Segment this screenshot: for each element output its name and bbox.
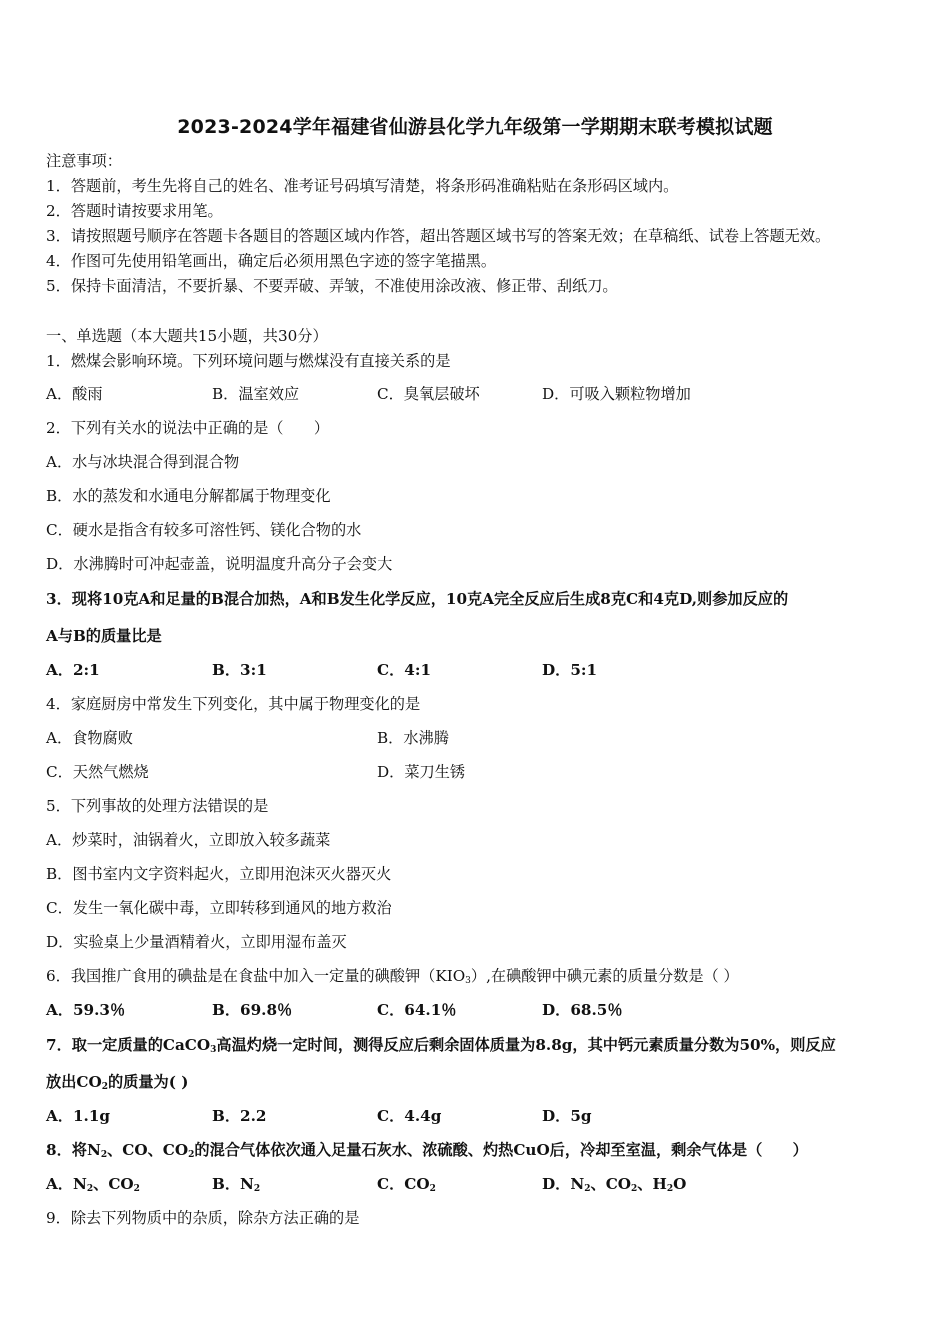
q8-stem-part-3: 的混合气体依次通入足量石灰水、浓硫酸、灼热CuO后，冷却至室温，剩余气体是（ ）	[194, 1141, 808, 1159]
q8-option-b	[212, 1174, 260, 1194]
q8-c-sub: 2	[429, 1184, 436, 1194]
q7-stem2-part-2: 的质量为( )	[107, 1073, 189, 1091]
q8-b-sub: 2	[253, 1184, 261, 1194]
question-3-stem-line1: 3．现将10克A和足量的B混合加热，A和B发生化学反应，10克A完全反应后生成8克C和4克D,则参加反应的	[46, 590, 789, 608]
q8-option-d	[542, 1174, 686, 1194]
q8-c-part-1: C．CO	[377, 1175, 430, 1193]
q1-option-d: D．可吸入颗粒物增加	[542, 385, 691, 403]
q8-stem-part-2: 、CO、CO	[107, 1141, 189, 1159]
q3-option-d: D．5:1	[542, 661, 598, 679]
section-heading: 一、单选题（本大题共15小题，共30分）	[46, 327, 328, 345]
page-title: 2023-2024学年福建省仙游县化学九年级第一学期期末联考模拟试题	[177, 116, 773, 138]
note-item-2: 2．答题时请按要求用笔。	[46, 202, 223, 220]
q2-option-c: C．硬水是指含有较多可溶性钙、镁化合物的水	[46, 521, 362, 539]
q7-stem1-part-1: 7．取一定质量的CaCO	[46, 1036, 211, 1054]
q8-b-part-1: B．N	[212, 1175, 254, 1193]
question-4-stem: 4．家庭厨房中常发生下列变化，其中属于物理变化的是	[46, 695, 421, 713]
q8-sub-2: 2	[188, 1150, 195, 1160]
question-8-stem	[46, 1140, 808, 1160]
q2-option-b: B．水的蒸发和水通电分解都属于物理变化	[46, 487, 331, 505]
q4-option-d: D．菜刀生锈	[377, 763, 466, 781]
q6-option-c: C．64.1％	[377, 1001, 457, 1019]
q8-d-part-2: 、CO	[590, 1175, 632, 1193]
q6-option-d: D．68.5％	[542, 1001, 623, 1019]
question-1-stem: 1．燃煤会影响环境。下列环境问题与燃煤没有直接关系的是	[46, 352, 451, 370]
q5-option-d: D．实验桌上少量酒精着火，立即用湿布盖灭	[46, 933, 347, 951]
q3-option-c: C．4:1	[377, 661, 432, 679]
q8-a-part-2: 、CO	[93, 1175, 134, 1193]
question-6-stem	[46, 966, 739, 986]
q8-option-c	[377, 1174, 436, 1194]
q2-option-d: D．水沸腾时可冲起壶盖，说明温度升高分子会变大	[46, 555, 393, 573]
q8-a-sub-2: 2	[133, 1184, 140, 1194]
q8-sub-1: 2	[100, 1150, 108, 1160]
q1-option-a: A．酸雨	[46, 385, 103, 403]
q8-d-part-1: D．N	[542, 1175, 585, 1193]
q7-option-d: D．5g	[542, 1107, 592, 1125]
q5-option-a: A．炒菜时，油锅着火，立即放入较多蔬菜	[46, 831, 331, 849]
question-7-stem-line1	[46, 1035, 836, 1055]
question-7-stem-line2	[46, 1072, 188, 1092]
q6-stem-part-1: 6．我国推广食用的碘盐是在食盐中加入一定量的碘酸钾（KIO	[46, 967, 466, 985]
q3-option-a: A．2:1	[46, 661, 100, 679]
question-2-stem: 2．下列有关水的说法中正确的是（ ）	[46, 419, 330, 437]
note-item-4: 4．作图可先使用铅笔画出，确定后必须用黑色字迹的签字笔描黑。	[46, 252, 497, 270]
q8-option-a	[46, 1174, 140, 1194]
q6-subscript: 3	[465, 976, 471, 986]
q7-stem2-part-1: 放出CO	[46, 1073, 102, 1091]
q5-option-b: B．图书室内文字资料起火，立即用泡沫灭火器灭火	[46, 865, 392, 883]
q3-option-b: B．3:1	[212, 661, 267, 679]
q8-a-part-1: A．N	[46, 1175, 87, 1193]
q7-option-c: C．4.4g	[377, 1107, 442, 1125]
q8-d-sub-3: 2	[666, 1184, 674, 1194]
q7-subscript-2: 2	[101, 1082, 108, 1092]
q8-d-part-3: 、H	[637, 1175, 667, 1193]
note-item-3: 3．请按照题号顺序在答题卡各题目的答题区域内作答，超出答题区域书写的答案无效；在草稿纸、试卷上答题无效。	[46, 227, 831, 245]
q4-option-b: B．水沸腾	[377, 729, 449, 747]
q1-option-b: B．温室效应	[212, 385, 300, 403]
notes-heading: 注意事项：	[46, 152, 122, 170]
q8-stem-part-1: 8．将N	[46, 1141, 101, 1159]
q4-option-a: A．食物腐败	[46, 729, 133, 747]
q6-option-a: A．59.3％	[46, 1001, 126, 1019]
q8-a-sub-1: 2	[86, 1184, 94, 1194]
note-item-1: 1．答题前，考生先将自己的姓名、准考证号码填写清楚，将条形码准确粘贴在条形码区域内。	[46, 177, 679, 195]
q8-d-sub-1: 2	[584, 1184, 591, 1194]
question-5-stem: 5．下列事故的处理方法错误的是	[46, 797, 269, 815]
question-9-stem: 9．除去下列物质中的杂质，除杂方法正确的是	[46, 1209, 360, 1227]
note-item-5: 5．保持卡面清洁，不要折暴、不要弄破、弄皱，不准使用涂改液、修正带、刮纸刀。	[46, 277, 618, 295]
q7-option-b: B．2.2	[212, 1107, 267, 1125]
q2-option-a: A．水与冰块混合得到混合物	[46, 453, 240, 471]
q5-option-c: C．发生一氧化碳中毒，立即转移到通风的地方救治	[46, 899, 392, 917]
q6-stem-part-2: ）,在碘酸钾中碘元素的质量分数是（ ）	[470, 967, 739, 985]
q7-stem1-part-2: 高温灼烧一定时间，测得反应后剩余固体质量为8.8g，其中钙元素质量分数为50%，则反应	[216, 1036, 836, 1054]
q7-subscript-1: 3	[210, 1045, 217, 1055]
q7-option-a: A．1.1g	[46, 1107, 111, 1125]
q8-d-sub-2: 2	[631, 1184, 638, 1194]
q4-option-c: C．天然气燃烧	[46, 763, 149, 781]
q8-d-part-4: O	[673, 1175, 687, 1193]
question-3-stem-line2: A与B的质量比是	[46, 627, 162, 645]
q1-option-c: C．臭氧层破坏	[377, 385, 480, 403]
q6-option-b: B．69.8％	[212, 1001, 293, 1019]
